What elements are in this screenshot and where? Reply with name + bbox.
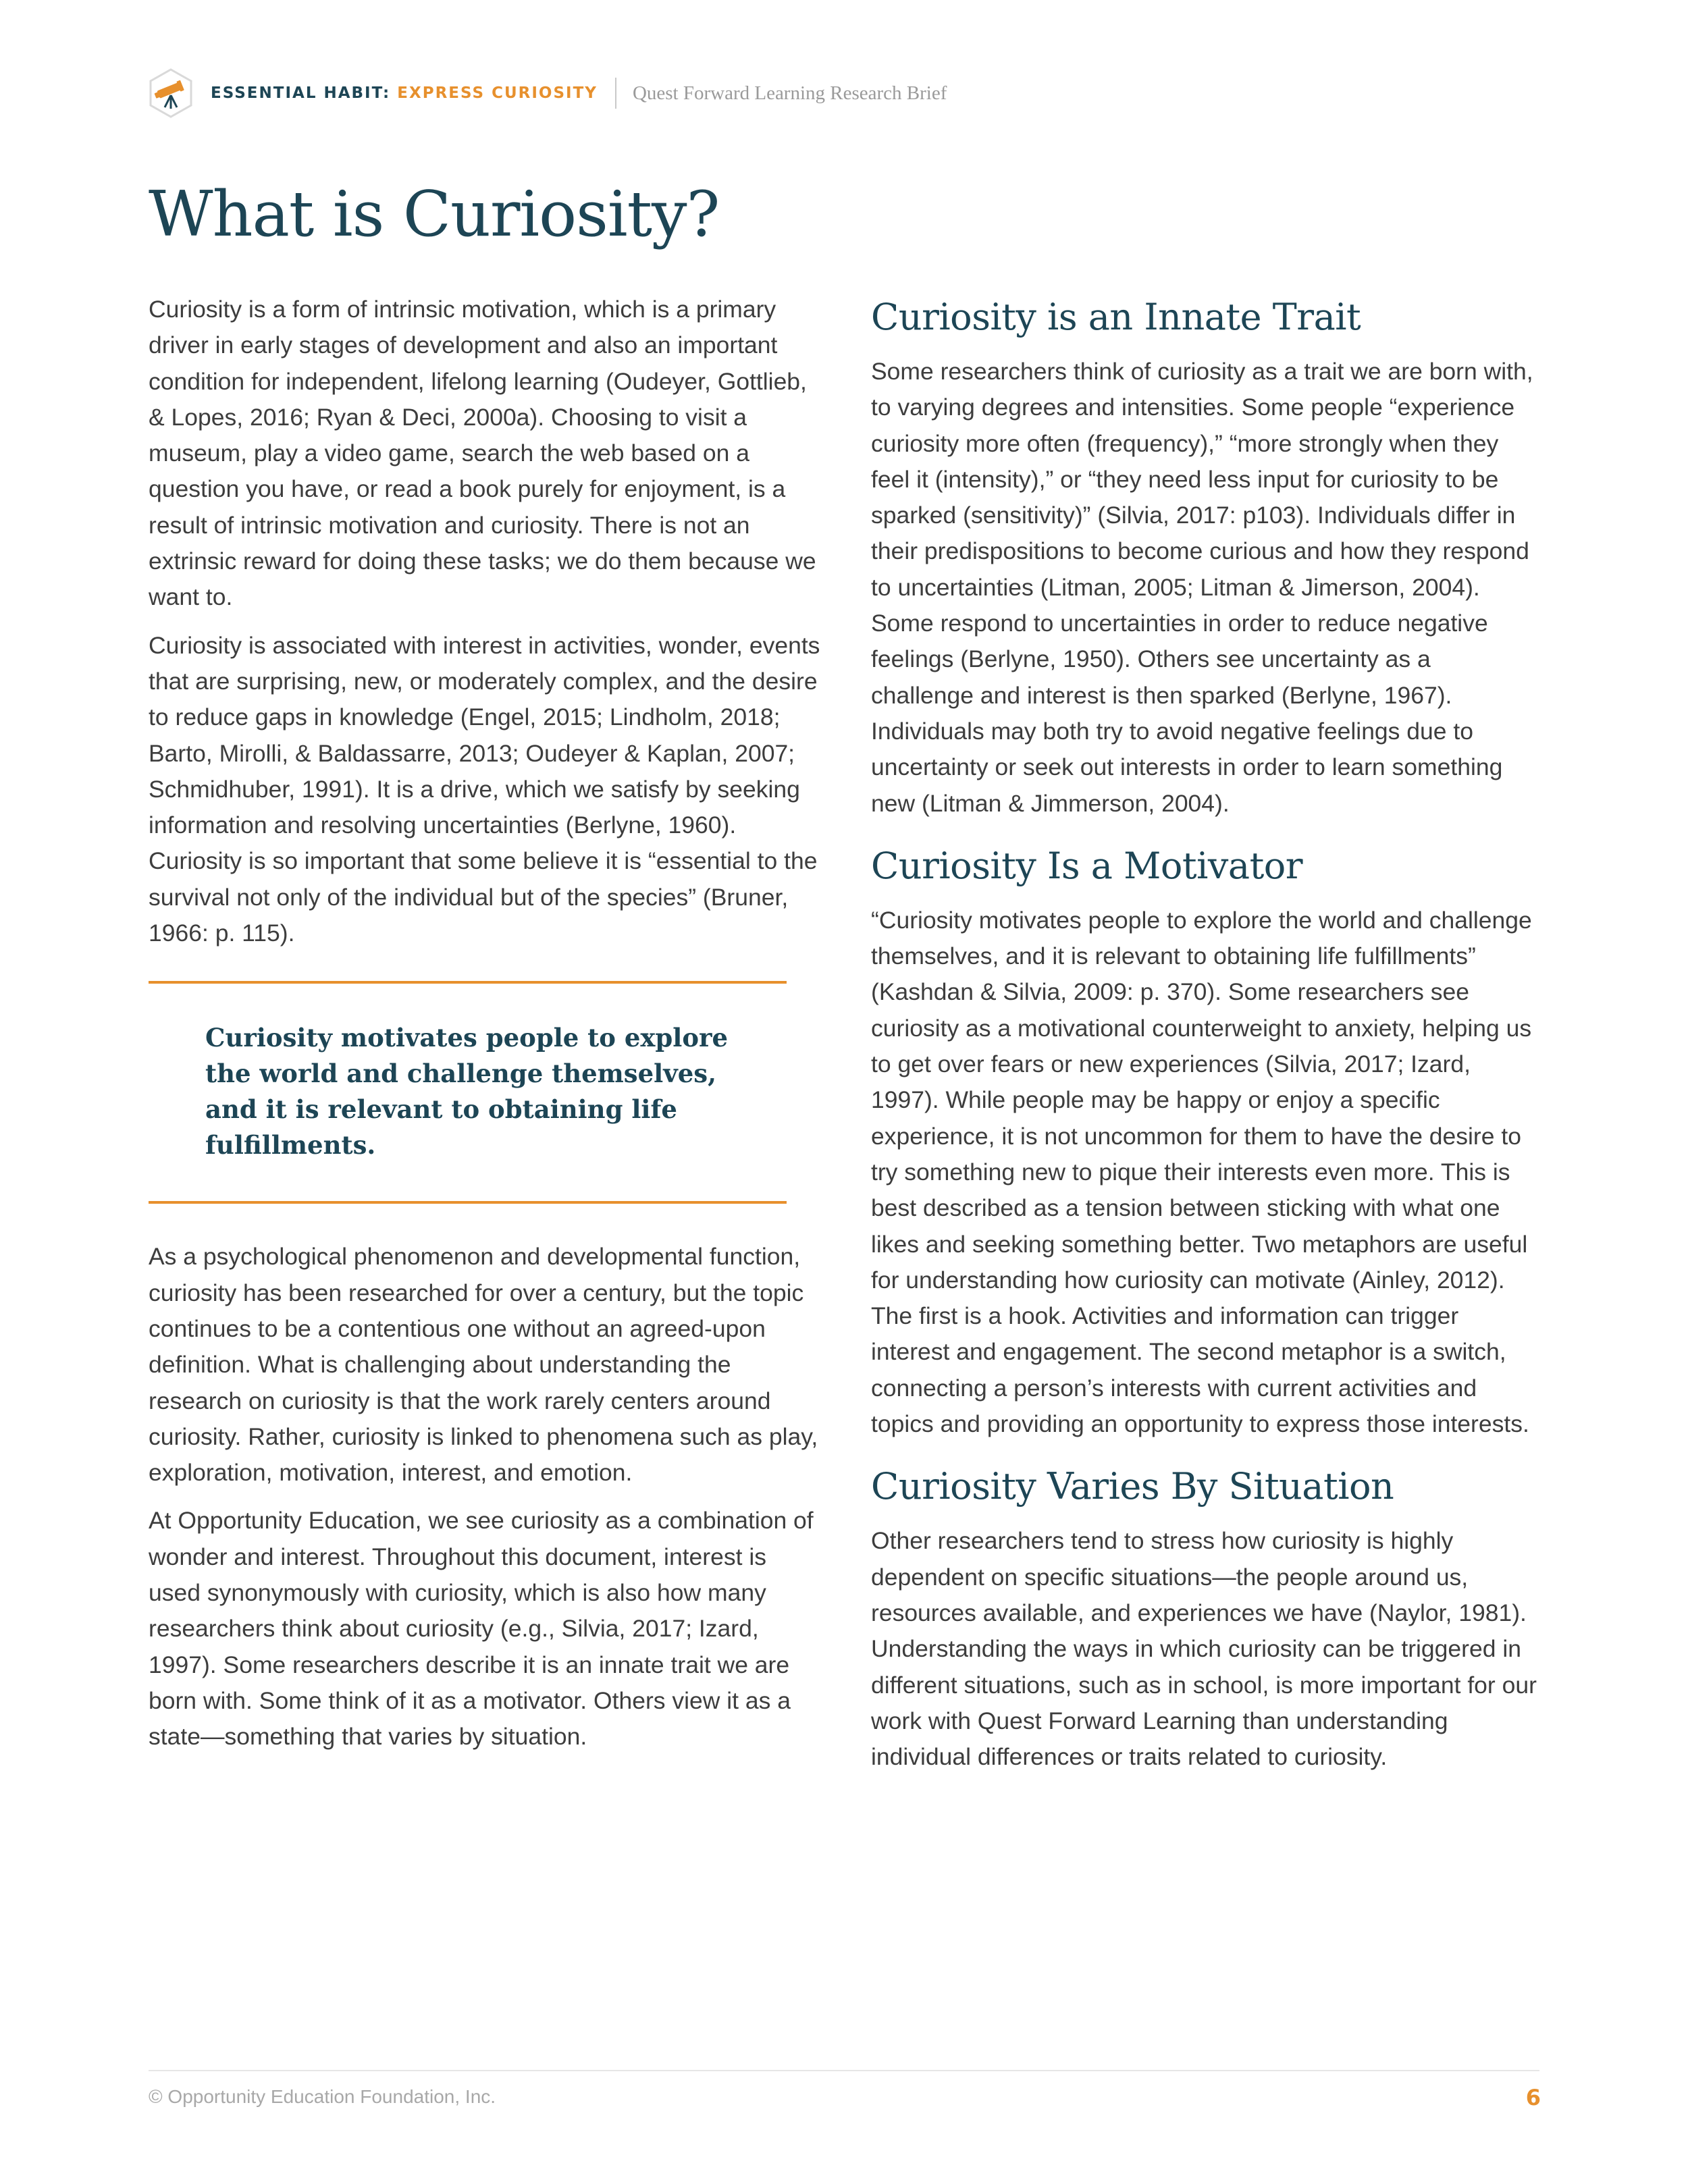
paragraph-phenomenon: As a psychological phenomenon and developmental function, curiosity has been researched for over a century, but the topic continues to be a contentious one without an agreed-upon definition. What is challenging about understanding the research on curiosity is that the work rarely centers around curiosity. Rather, curiosity is linked to phenomena such as play, exploration, motivation, interest, and emotion.: [149, 1243, 818, 1487]
footer-divider: [149, 2070, 1539, 2071]
paragraph-opportunity: At Opportunity Education, we see curiosity as a combination of wonder and interest. Throughout this document, interest is used synonymously with curiosity, which is also how many researchers think about curiosity (e.g., Silvia, 2017; Izard, 1997). Some researchers describe it is an innate trait we are born with. Some think of it as a motivator. Others view it as a state—something that varies by situation.: [149, 1507, 814, 1751]
brief-subtitle: Quest Forward Learning Research Brief: [632, 82, 947, 104]
pull-quote: [149, 981, 787, 1204]
paragraph-association: Curiosity is associated with interest in activities, wonder, events that are surprising, new, or moderately complex, and the desire to reduce gaps in knowledge (Engel, 2015; Lindholm, 2018; Barto, Mirolli, & Baldassarre, 2013; Oudeyer & Kaplan, 2007; Schmidhuber, 1991). It is a drive, which we satisfy by seeking information and resolving uncertainties (Berlyne, 1960). Curiosity is so important that some believe it is “essential to the survival not only of the individual but of the species” (Bruner, 1966: p. 115).: [149, 631, 820, 947]
telescope-icon: [149, 68, 193, 118]
paragraph-situation: Other researchers tend to stress how curiosity is highly dependent on specific situations—the people around us, resources available, and experiences we have (Naylor, 1981). Understanding the ways in which curiosity can be triggered in different situations, such as in school, is more important for our work with Quest Forward Learning than understanding individual differences or traits related to curiosity.: [871, 1527, 1537, 1771]
habit-label: [211, 84, 598, 102]
paragraph-intro: Curiosity is a form of intrinsic motivation, which is a primary driver in early stages of development and also an important condition for independent, lifelong learning (Oudeyer, Gottlieb, & Lopes, 2016; Ryan & Deci, 2000a). Choosing to visit a museum, play a video game, search the web based on a question you have, or read a book purely for enjoyment, is a result of intrinsic motivation and curiosity. There is not an extrinsic reward for doing these tasks; we do them because we want to.: [149, 296, 816, 611]
heading-innate-trait: Curiosity is an Innate Trait: [871, 296, 1361, 338]
habit-name: EXPRESS CURIOSITY: [397, 84, 598, 102]
page-number: 6: [1525, 2085, 1541, 2110]
paragraph-innate-trait: Some researchers think of curiosity as a trait we are born with, to varying degrees and intensities. Some people “experience curiosity more often (frequency),” “more strongly when they feel it (intensity),” or “they need less input for curiosity to be sparked (sensitivity)” (Silvia, 2017: p103). Individuals differ in their predispositions to become curious and how they respond to uncertainties (Litman, 2005; Litman & Jimerson, 2004). Some respond to uncertainties in order to reduce negative feelings (Berlyne, 1950). Others see uncertainty as a challenge and interest is then sparked (Berlyne, 1967). Individuals may both try to avoid negative feelings due to uncertainty or seek out interests in order to learn something new (Litman & Jimmerson, 2004).: [871, 358, 1533, 817]
pull-quote-text: Curiosity motivates people to explore the world and challenge themselves, and it is relevant to obtaining life fulfillments.: [205, 1023, 729, 1161]
heading-motivator: Curiosity Is a Motivator: [871, 844, 1303, 887]
paragraph-motivator: “Curiosity motivates people to explore the world and challenge themselves, and it is relevant to obtaining life fulfillments” (Kashdan & Silvia, 2009: p. 370). Some researchers see curiosity as a motivational counterweight to anxiety, helping us to get over fears or new experiences (Silvia, 2017; Izard, 1997). While people may be happy or enjoy a specific experience, it is not uncommon for them to have the desire to try something new to pique their interests even more. This is best described as a tension between sticking with what one likes and seeking something better. Two metaphors are useful for understanding how curiosity can motivate (Ainley, 2012). The first is a hook. Activities and information can trigger interest and engagement. The second metaphor is a switch, connecting a person’s interests with current activities and topics and providing an opportunity to express those interests.: [871, 906, 1532, 1438]
copyright: © Opportunity Education Foundation, Inc.: [149, 2086, 496, 2107]
right-column: [871, 290, 1539, 1792]
left-column: [149, 292, 824, 1767]
page-title: What is Curiosity?: [149, 178, 720, 250]
header-divider: [615, 78, 616, 109]
habit-prefix: ESSENTIAL HABIT:: [211, 84, 391, 102]
page-header: [149, 65, 947, 122]
heading-situation: Curiosity Varies By Situation: [871, 1465, 1394, 1508]
